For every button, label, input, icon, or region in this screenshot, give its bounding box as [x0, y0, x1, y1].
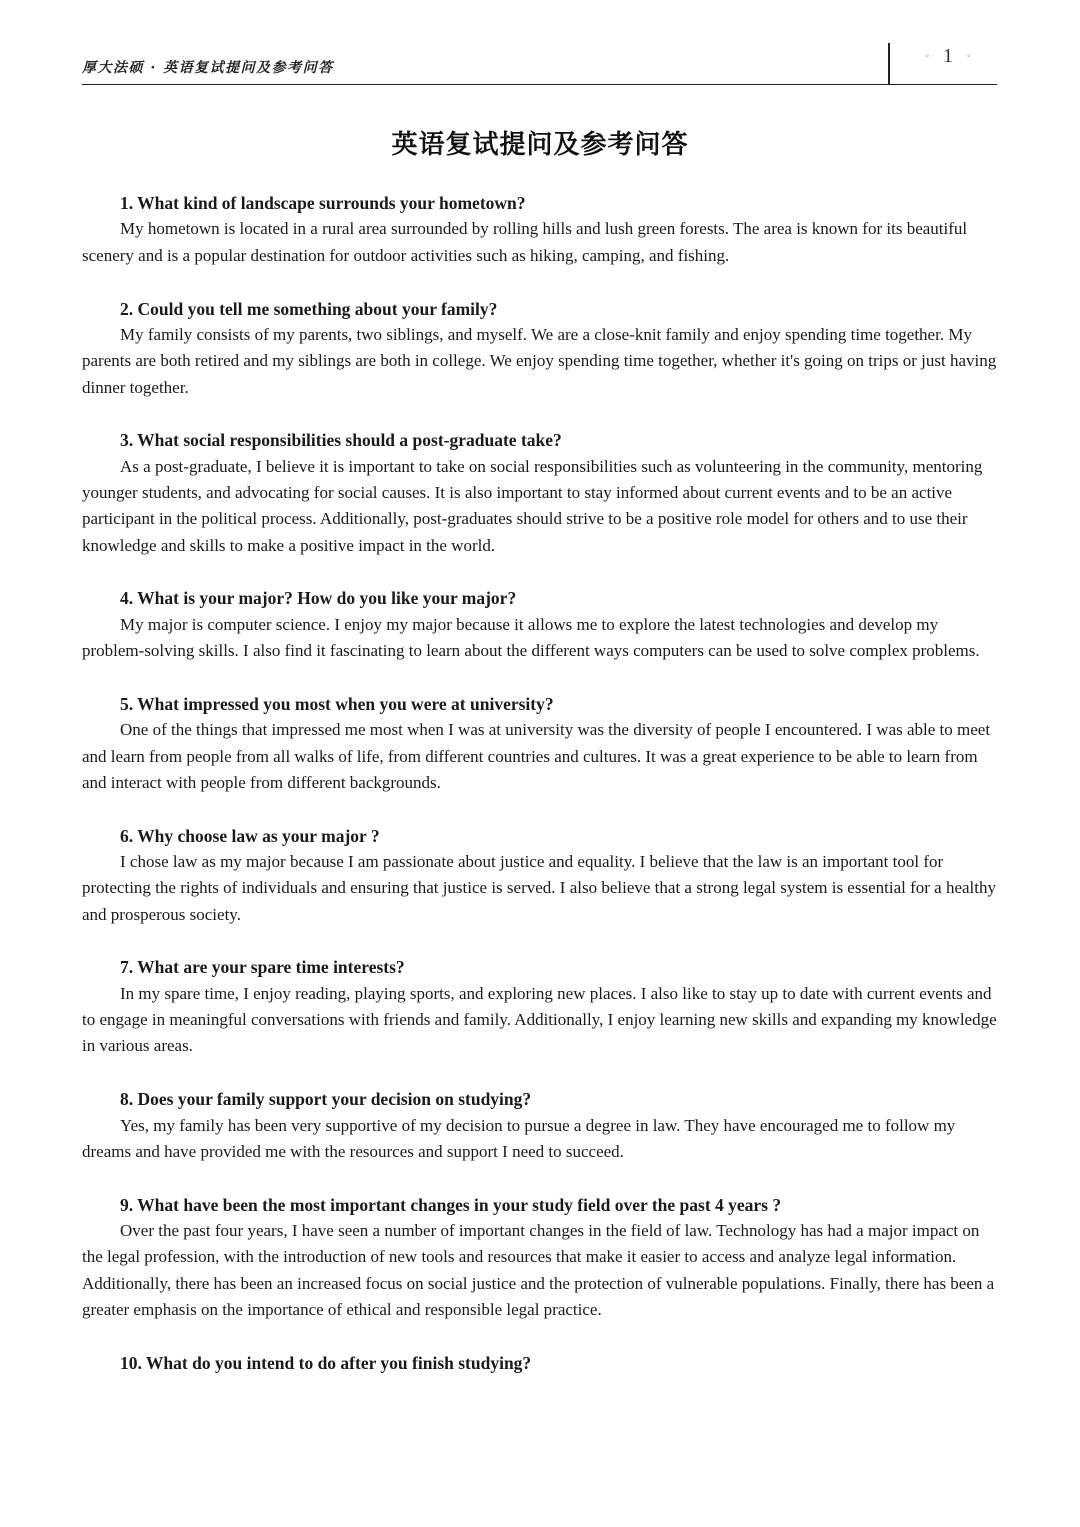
answer: My major is computer science. I enjoy my major because it allows me to explore the latest technologies and develop my problem-solving skills. I also find it fascinating to learn about the different ways computers can be used to solve complex problems.: [82, 614, 980, 661]
page-number: 1: [943, 45, 953, 67]
qa-item: [82, 691, 1000, 796]
question: 7. What are your spare time interests?: [120, 957, 405, 978]
question: 6. Why choose law as your major ?: [120, 825, 380, 846]
question: 2. Could you tell me something about your family?: [120, 298, 498, 319]
answer: As a post-graduate, I believe it is important to take on social responsibilities such as volunteering in the community, mentoring younger students, and advocating for social causes. It is also important to stay informed about current events and to be an active participant in the political process. Additionally, post-graduates should strive to be a positive role model for others and to use their knowledge and skills to make a positive impact in the world.: [82, 456, 983, 555]
answer: In my spare time, I enjoy reading, playing sports, and exploring new places. I also like to stay up to date with current events and to engage in meaningful conversations with friends and family. Additionally, I enjoy learning new skills and expanding my knowledge in various areas.: [82, 983, 997, 1056]
page-dot-left: ◦: [925, 51, 929, 62]
qa-item: [82, 585, 1000, 664]
qa-item: [82, 296, 1000, 401]
answer: Over the past four years, I have seen a number of important changes in the field of law. Technology has had a major impact on the legal profession, with the introduction of new tools and resources that make it easier to access and analyze legal information. Additionally, there has been an increased focus on social justice and the protection of vulnerable populations. Finally, there has been a greater emphasis on the importance of ethical and responsible legal practice.: [82, 1221, 995, 1320]
qa-item: [82, 427, 1000, 559]
question: 8. Does your family support your decision on studying?: [120, 1089, 532, 1110]
answer: I chose law as my major because I am passionate about justice and equality. I believe that the law is an important tool for protecting the rights of individuals and ensuring that justice is served. I also believe that a strong legal system is essential for a healthy and prosperous society.: [82, 852, 996, 924]
qa-item: [82, 1192, 1000, 1324]
question: 4. What is your major? How do you like your major?: [120, 588, 517, 609]
question: 9. What have been the most important changes in your study field over the past 4 years ?: [120, 1194, 782, 1215]
question: 10. What do you intend to do after you finish studying?: [120, 1352, 532, 1373]
answer: My hometown is located in a rural area surrounded by rolling hills and lush green forests. The area is known for its beautiful scenery and is a popular destination for outdoor activities such as hiking, camping, and fishing.: [82, 219, 968, 265]
question: 1. What kind of landscape surrounds your hometown?: [120, 193, 526, 213]
answer: Yes, my family has been very supportive of my decision to pursue a degree in law. They have encouraged me to follow my dreams and have provided me with the resources and support I need to succeed.: [82, 1115, 956, 1161]
qa-item: [82, 190, 1000, 269]
qa-item: [82, 954, 1000, 1059]
page-number-box: [904, 45, 992, 68]
qa-item: [82, 1086, 1000, 1165]
page-header: [82, 40, 997, 85]
question: 5. What impressed you most when you were at university?: [120, 693, 554, 714]
page-title: 英语复试提问及参考问答: [391, 130, 689, 160]
qa-item: [82, 823, 1000, 928]
header-divider: [888, 43, 890, 84]
qa-list: [82, 190, 1000, 1403]
header-title: 厚大法硕 · 英语复试提问及参考问答: [82, 60, 334, 76]
qa-item: [82, 1350, 1000, 1376]
question: 3. What social responsibilities should a post-graduate take?: [120, 430, 562, 451]
answer: My family consists of my parents, two siblings, and myself. We are a close-knit family and enjoy spending time together. My parents are both retired and my siblings are both in college. We enjoy spending time together, whether it's going on trips or just having dinner together.: [82, 324, 997, 397]
answer: One of the things that impressed me most when I was at university was the diversity of people I encountered. I was able to meet and learn from people from all walks of life, from different countries and cultures. It was a great experience to be able to learn from and interact with people from different backgrounds.: [82, 720, 991, 792]
page-dot-right: ◦: [967, 51, 971, 62]
